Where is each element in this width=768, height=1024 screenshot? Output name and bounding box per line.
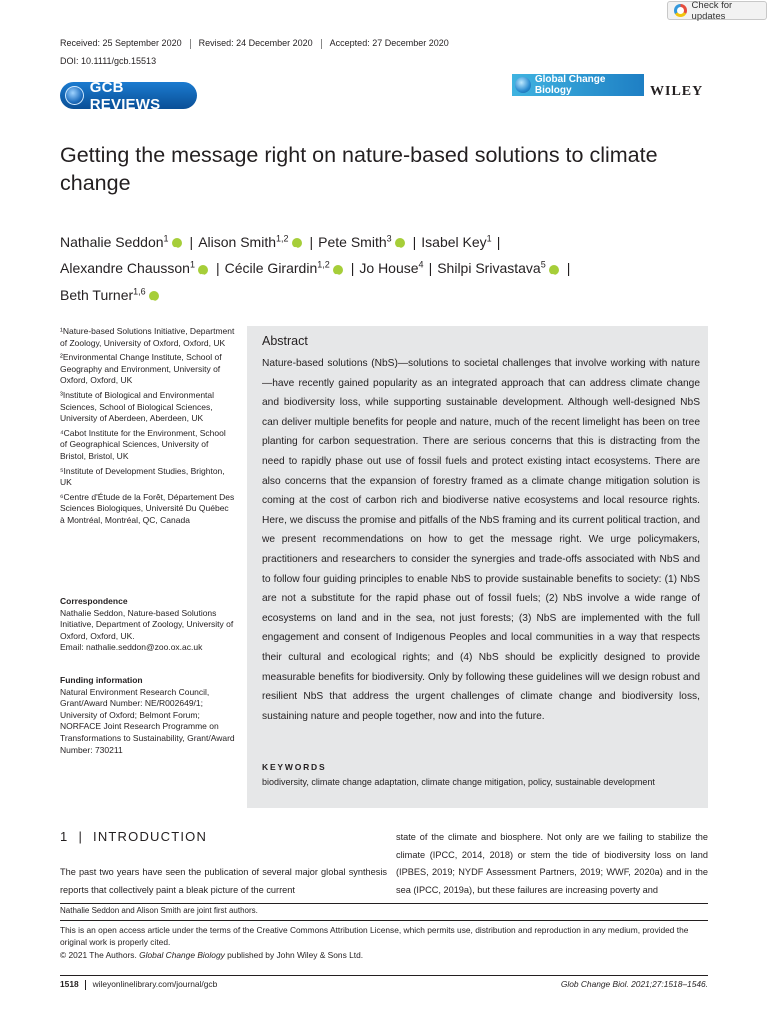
author-affiliation-marker: 1 <box>189 259 195 270</box>
check-for-updates-label: Check for updates <box>691 0 733 22</box>
license-text: This is an open access article under the terms of the Creative Commons Attribution License, which permits use, distribution and reproduction in any medium, provided the original work is properly cited. <box>60 925 689 948</box>
author-name[interactable] <box>60 234 185 250</box>
author-separator: | <box>412 233 417 250</box>
orcid-icon[interactable] <box>395 238 405 248</box>
section-title: INTRODUCTION <box>93 829 208 844</box>
correspondence-email[interactable]: Email: nathalie.seddon@zoo.ox.ac.uk <box>60 642 203 653</box>
author-name-text: Alexandre Chausson <box>60 260 190 277</box>
publisher-logo: WILEY <box>650 84 704 99</box>
author-name[interactable] <box>359 260 423 276</box>
author-separator: | <box>309 233 314 250</box>
author-separator: | <box>350 260 355 277</box>
author-affiliation-marker: 1,2 <box>317 259 330 270</box>
author-separator: | <box>566 260 571 277</box>
author-list <box>60 227 720 307</box>
journal-logo-label: Global Change Biology <box>534 74 606 96</box>
divider <box>60 975 708 976</box>
copyright-suffix: published by John Wiley & Sons Ltd. <box>224 949 364 960</box>
funding-text: Natural Environment Research Council, Grant/Award Number: NE/R002649/1; University of Oxford; Belmont Forum; NORFACE Joint Research Programme on Transformations to Sustainability, Grant/Award Number: 730211 <box>60 686 235 755</box>
abstract-heading: Abstract <box>262 334 308 348</box>
orcid-icon[interactable] <box>333 265 343 275</box>
abstract-text: Nature-based solutions (NbS)—solutions to societal challenges that involve working with nature—have recently gained popularity as an integrated approach that can address climate change and biodiversity loss, while supporting sustainable development. Although well-designed NbS can deliver multiple benefits for people and nature, much of the recent limelight has been on tree planting for carbon sequestration. There are serious concerns that this is distracting from the need to rapidly phase out use of fossil fuels and protect existing intact ecosystems. There are also concerns that the expansion of forestry framed as a climate change mitigation solution is coming at the cost of carbon rich and biodiverse native ecosystems and local resource rights. Here, we discuss the promise and pitfalls of the NbS framing and its current political traction, and we present recommendations on how to get the message right. We urge policymakers, practitioners and researchers to consider the synergies and trade-offs associated with NbS and to follow four guiding principles to enable NbS to provide sustainable benefits to society: (1) NbS are not a substitute for the rapid phase out of fossil fuels; (2) NbS involve a wide range of ecosystems on land and in the sea, not just forests; (3) NbS are implemented with the full engagement and consent of Indigenous Peoples and local communities in a way that respects their cultural and ecological rights; and (4) NbS should be explicitly designed to provide measurable benefits for biodiversity. Only by following these guidelines will we design robust and resilient NbS that address the urgent challenges of climate change and biodiversity loss, sustaining nature and people together, now and into the future. <box>262 358 700 722</box>
affiliation-item: ³Institute of Biological and Environmental Sciences, School of Biological Sciences, University of Aberdeen, Aberdeen, UK <box>60 389 215 424</box>
author-name[interactable] <box>318 234 408 250</box>
orcid-icon[interactable] <box>292 238 302 248</box>
author-name-text: Beth Turner <box>60 286 134 303</box>
divider <box>190 39 191 49</box>
intro-column-right: state of the climate and biosphere. Not only are we failing to stabilize the climate (IPCC, 2014, 2018) or stem the tide of biodiversity loss on land (IPBES, 2019; NYDF Assessment Partners, 2019; WWF, 2020a) and in the sea (IPCC, 2019a), but these failures are increasing poverty and <box>396 832 708 895</box>
keywords-text: biodiversity, climate change adaptation, climate change mitigation, policy, sustainable development <box>262 777 655 787</box>
author-name-text: Shilpi Srivastava <box>437 260 541 277</box>
crossmark-icon <box>674 4 687 17</box>
author-name[interactable] <box>437 260 562 276</box>
author-name-text: Pete Smith <box>318 233 387 250</box>
author-name[interactable] <box>421 234 491 250</box>
page-number: 1518 <box>60 979 79 989</box>
journal-url[interactable]: wileyonlinelibrary.com/journal/gcb <box>92 979 218 989</box>
divider <box>321 39 322 49</box>
author-name-text: Isabel Key <box>421 233 487 250</box>
copyright-prefix: © 2021 The Authors. <box>60 949 140 960</box>
author-name-text: Nathalie Seddon <box>60 233 164 250</box>
affiliation-item: ⁵Institute of Development Studies, Brighton, UK <box>60 465 225 488</box>
affiliation-item: ²Environmental Change Institute, School of Geography and Environment, University of Oxford, Oxford, UK <box>60 352 222 386</box>
correspondence <box>60 596 235 654</box>
globe-icon <box>515 77 531 93</box>
orcid-icon[interactable] <box>172 238 182 248</box>
author-name[interactable] <box>225 260 346 276</box>
divider <box>60 920 708 921</box>
divider: | <box>78 829 84 844</box>
citation <box>561 979 708 989</box>
author-affiliation-marker: 1,6 <box>133 286 146 297</box>
orcid-icon[interactable] <box>198 265 208 275</box>
affiliation-item: ¹Nature-based Solutions Initiative, Department of Zoology, University of Oxford, Oxford, UK <box>60 326 235 348</box>
orcid-icon[interactable] <box>149 291 159 301</box>
accepted-date: Accepted: 27 December 2020 <box>329 38 449 48</box>
intro-column-left: The past two years have seen the publication of several major global synthesis reports that collectively paint a bleak picture of the current <box>60 867 387 895</box>
doi[interactable]: DOI: 10.1111/gcb.15513 <box>60 56 157 66</box>
author-affiliation-marker: 1 <box>486 233 492 243</box>
globe-icon <box>65 86 84 105</box>
journal-logo <box>512 74 644 96</box>
author-affiliation-marker: 1 <box>163 233 169 243</box>
article-dates <box>60 38 457 49</box>
author-affiliation-marker: 5 <box>540 259 546 270</box>
author-affiliation-marker: 3 <box>386 233 392 243</box>
article-title: Getting the message right on nature-based solutions to climate change <box>60 143 658 195</box>
copyright-journal: Global Change Biology <box>139 949 225 960</box>
author-separator: | <box>216 260 220 277</box>
orcid-icon[interactable] <box>549 265 559 275</box>
license-notice <box>60 924 708 961</box>
section-number: 1 <box>60 829 69 844</box>
divider <box>85 980 86 990</box>
author-affiliation-marker: 1,2 <box>276 233 289 243</box>
series-badge-label: GCB REVIEWS <box>89 78 161 113</box>
author-name-text: Cécile Girardin <box>224 260 318 277</box>
page-footer <box>60 979 217 990</box>
funding-information <box>60 675 235 756</box>
author-name-text: Alison Smith <box>198 233 276 250</box>
citation-text: Glob Change Biol. 2021;27:1518–1546. <box>560 979 708 989</box>
joint-authors-footnote: Nathalie Seddon and Alison Smith are joint first authors. <box>60 906 258 915</box>
check-for-updates-button[interactable] <box>667 1 767 20</box>
correspondence-heading: Correspondence <box>60 596 128 606</box>
author-name[interactable] <box>60 260 211 276</box>
received-date: Received: 25 September 2020 <box>60 38 182 48</box>
divider <box>60 903 708 904</box>
author-separator: | <box>428 260 433 277</box>
gcb-reviews-badge <box>60 78 197 113</box>
section-heading <box>60 829 207 844</box>
author-name-text: Jo House <box>359 260 419 277</box>
copyright-line <box>60 949 708 961</box>
revised-date: Revised: 24 December 2020 <box>198 38 313 48</box>
author-separator: | <box>496 233 501 250</box>
funding-heading: Funding information <box>60 675 143 685</box>
affiliation-item: ⁴Cabot Institute for the Environment, School of Geographical Sciences, University of Bristol, Bristol, UK <box>60 427 226 461</box>
affiliation-item: ⁶Centre d'Étude de la Forêt, Département Des Sciences Biologiques, Université Du Québec à Montréal, Montréal, QC, Canada <box>60 491 235 525</box>
author-name[interactable] <box>60 287 162 303</box>
keywords-heading: KEYWORDS <box>262 762 327 772</box>
affiliations <box>60 326 235 530</box>
author-name[interactable] <box>198 234 304 250</box>
correspondence-text: Nathalie Seddon, Nature-based Solutions Initiative, Department of Zoology, University of Oxford, Oxford, UK. <box>60 607 234 641</box>
author-affiliation-marker: 4 <box>418 259 424 270</box>
author-separator: | <box>189 233 194 250</box>
